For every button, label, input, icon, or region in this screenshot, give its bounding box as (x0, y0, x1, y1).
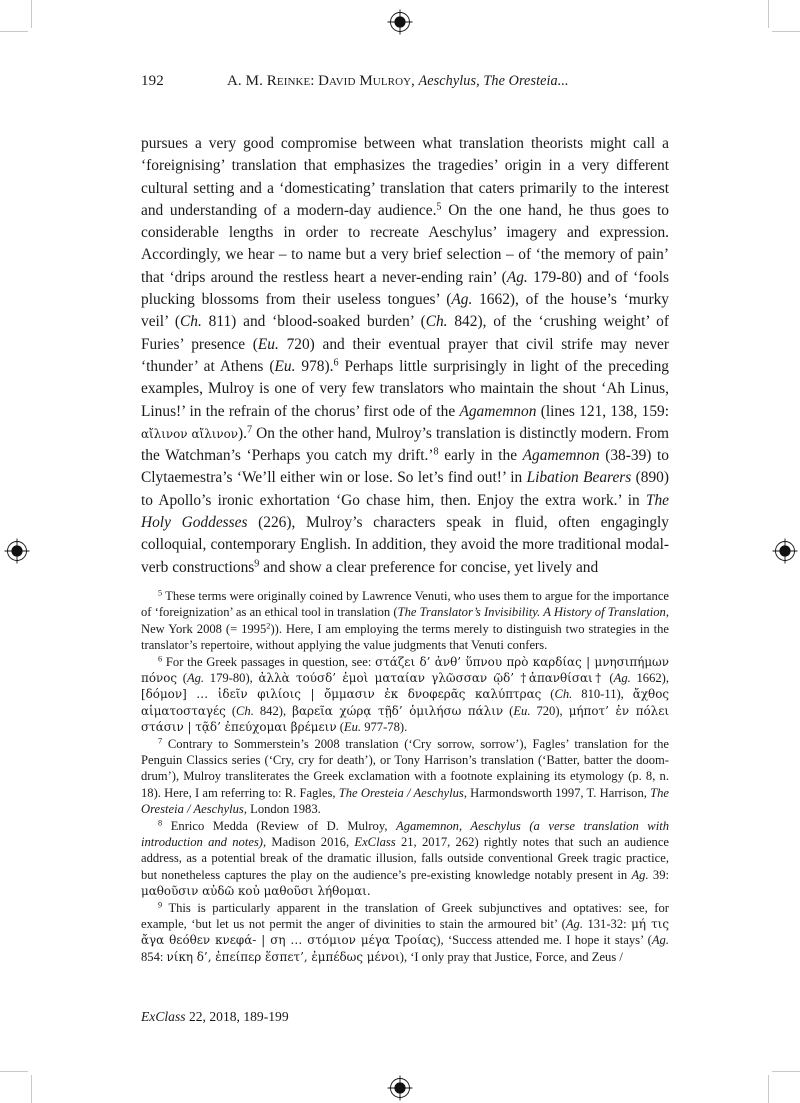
footer-journal-name: ExClass (141, 1009, 186, 1024)
crop-mark-bottom-right-vertical (768, 1075, 769, 1103)
footer-citation: 22, 2018, 189-199 (185, 1009, 289, 1024)
crop-mark-bottom-left-vertical (31, 1075, 32, 1103)
registration-target-bottom-icon (387, 1075, 413, 1101)
running-head-separator: : (310, 73, 319, 89)
crop-mark-bottom-right-horizontal (772, 1071, 800, 1072)
page-number: 192 (141, 73, 164, 89)
running-head-author: A. M. Reinke (227, 73, 311, 89)
registration-target-left-icon (4, 538, 30, 564)
running-head-comma: , (411, 73, 419, 89)
footnote-item: $^9$ This is particularly apparent in the translation of Greek subjunctives and optatives: see, for example, ‘but let us not permit the anger of divinities to stain the armoured bit’ (Ag. 131-32: μή τις ἄγα θεόθεν κνεφά- | ση … στόμιον μέγα Τροίας), ‘Success attended me. I hope it stays’ (Ag. 854: νίκη δ’, ἐπείπερ ἕσπετ’, ἐμπέδως μένοι), ‘I only pray that Justice, Force, and Zeus / (141, 900, 669, 964)
footnote-item: $^6$ For the Greek passages in question, see: στάζει δ’ ἀνθ’ ὕπνου πρὸ καρδίας | μνησιπήμων πόνος (Ag. 179-80), ἀλλὰ τούσδ’ ἐμοὶ ματαίαν γλῶσσαν ῷδ’ †ἀπανθίσαι† (Ag. 1662), [δόμον] … ἰδεῖν φιλίοις | ὄμμασιν ἐκ δνοφερᾶς καλύπτρας (Ch. 810-11), ἄχθος αἱματοσταγές (Ch. 842), βαρεῖα χώρᾳ τῇδ’ ὁμιλήσω πάλιν (Eu. 720), μήποτ’ ἐν πόλει στάσιν | τᾷδ’ ἐπεύχομαι βρέμειν (Eu. 977-78). (141, 654, 670, 734)
running-head (141, 73, 669, 95)
crop-mark-top-left-vertical (31, 0, 32, 28)
running-head-title: Aeschylus, The Oresteia... (418, 73, 569, 89)
body-paragraph: pursues a very good compromise between what translation theorists might call a ‘foreignising’ translation that emphasizes the tragedies’ origin in a very different cultural setting and a ‘domesticating’ translation that caters primarily to the interest and understanding of a modern-day audience.$^5$ On the one hand, he thus goes to considerable lengths in order to recreate Aeschylus’ imagery and expression. Accordingly, we hear – to name but a very brief selection – of ‘the memory of pain’ that ‘drips around the restless heart a never-ending rain’ (Ag. 179-80) and of ‘fools plucking blossoms from their useless tongues’ (Ag. 1662), of the house’s ‘murky veil’ (Ch. 811) and ‘blood-soaked burden’ (Ch. 842), of the ‘crushing weight’ of Furies’ presence (Eu. 720) and their eventual prayer that civil strife may never ‘thunder’ at Athens (Eu. 978).$^6$ Perhaps little surprisingly in light of the preceding examples, Mulroy is one of very few translators who maintain the shout ‘Ah Linus, Linus!’ in the refrain of the chorus’ first ode of the Agamemnon (lines 121, 138, 159: αἴλινον αἴλινον).$^7$ On the other hand, Mulroy’s translation is distinctly modern. From the Watchman’s ‘Perhaps you catch my drift.’$^8$ early in the Agamemnon (38-39) to Clytaemestra’s ‘We’ll either win or lose. So let’s find out!’ in Libation Bearers (890) to Apollo’s ironic exhortation ‘Go chase him, then. Enjoy the extra work.’ in The Holy Goddesses (226), Mulroy’s characters speak in fluid, often engagingly colloquial, contemporary English. In addition, they avoid the more traditional modal-verb constructions$^9$ and show a clear preference for concise, yet lively and (141, 135, 670, 576)
crop-mark-bottom-left-horizontal (0, 1071, 28, 1072)
crop-mark-top-left-horizontal (0, 31, 28, 32)
registration-target-right-icon (772, 538, 798, 564)
crop-mark-top-right-horizontal (772, 31, 800, 32)
footnote-item: $^7$ Contrary to Sommerstein’s 2008 translation (‘Cry sorrow, sorrow’), Fagles’ translation for the Penguin Classics series (‘Cry, cry for death’), or Tony Harrison’s translation (‘Batter, batter the doom-drum’), Mulroy transliterates the Greek exclamation with a footnote explaining its etymology (p. 8, n. 18). Here, I am referring to: R. Fagles, The Oresteia / Aeschylus, Harmondsworth 1997, T. Harrison, The Oresteia / Aeschylus, London 1983. (141, 736, 669, 816)
footnote-block (141, 588, 669, 965)
running-head-reviewed-author: David Mulroy (318, 73, 412, 89)
footnote-item: $^8$ Enrico Medda (Review of D. Mulroy, Agamemnon, Aeschylus (a verse translation with introduction and notes), Madison 2016, ExClass 21, 2017, 262) rightly notes that such an audience address, as a potential break of the dramatic illusion, falls outside conventional Greek tragic practice, but nonetheless captures the play on the audience’s pre-existing knowledge notably present in Ag. 39: μαθοῦσιν αὐδῶ κοὐ μαθοῦσι λήθομαι. (141, 818, 670, 898)
registration-target-top-icon (387, 9, 413, 35)
page-footer (141, 1009, 289, 1025)
crop-mark-top-right-vertical (768, 0, 769, 28)
footnote-item: $^5$ These terms were originally coined by Lawrence Venuti, who uses them to argue for the importance of ‘foreignization’ as an ethical tool in translation (The Translator’s Invisibility. A History of Translation, New York 2008 (= $1995^2$)). Here, I am employing the terms merely to distinguish two strategies in the translator’s repertoire, without applying the value judgments that Venuti confers. (141, 588, 669, 652)
